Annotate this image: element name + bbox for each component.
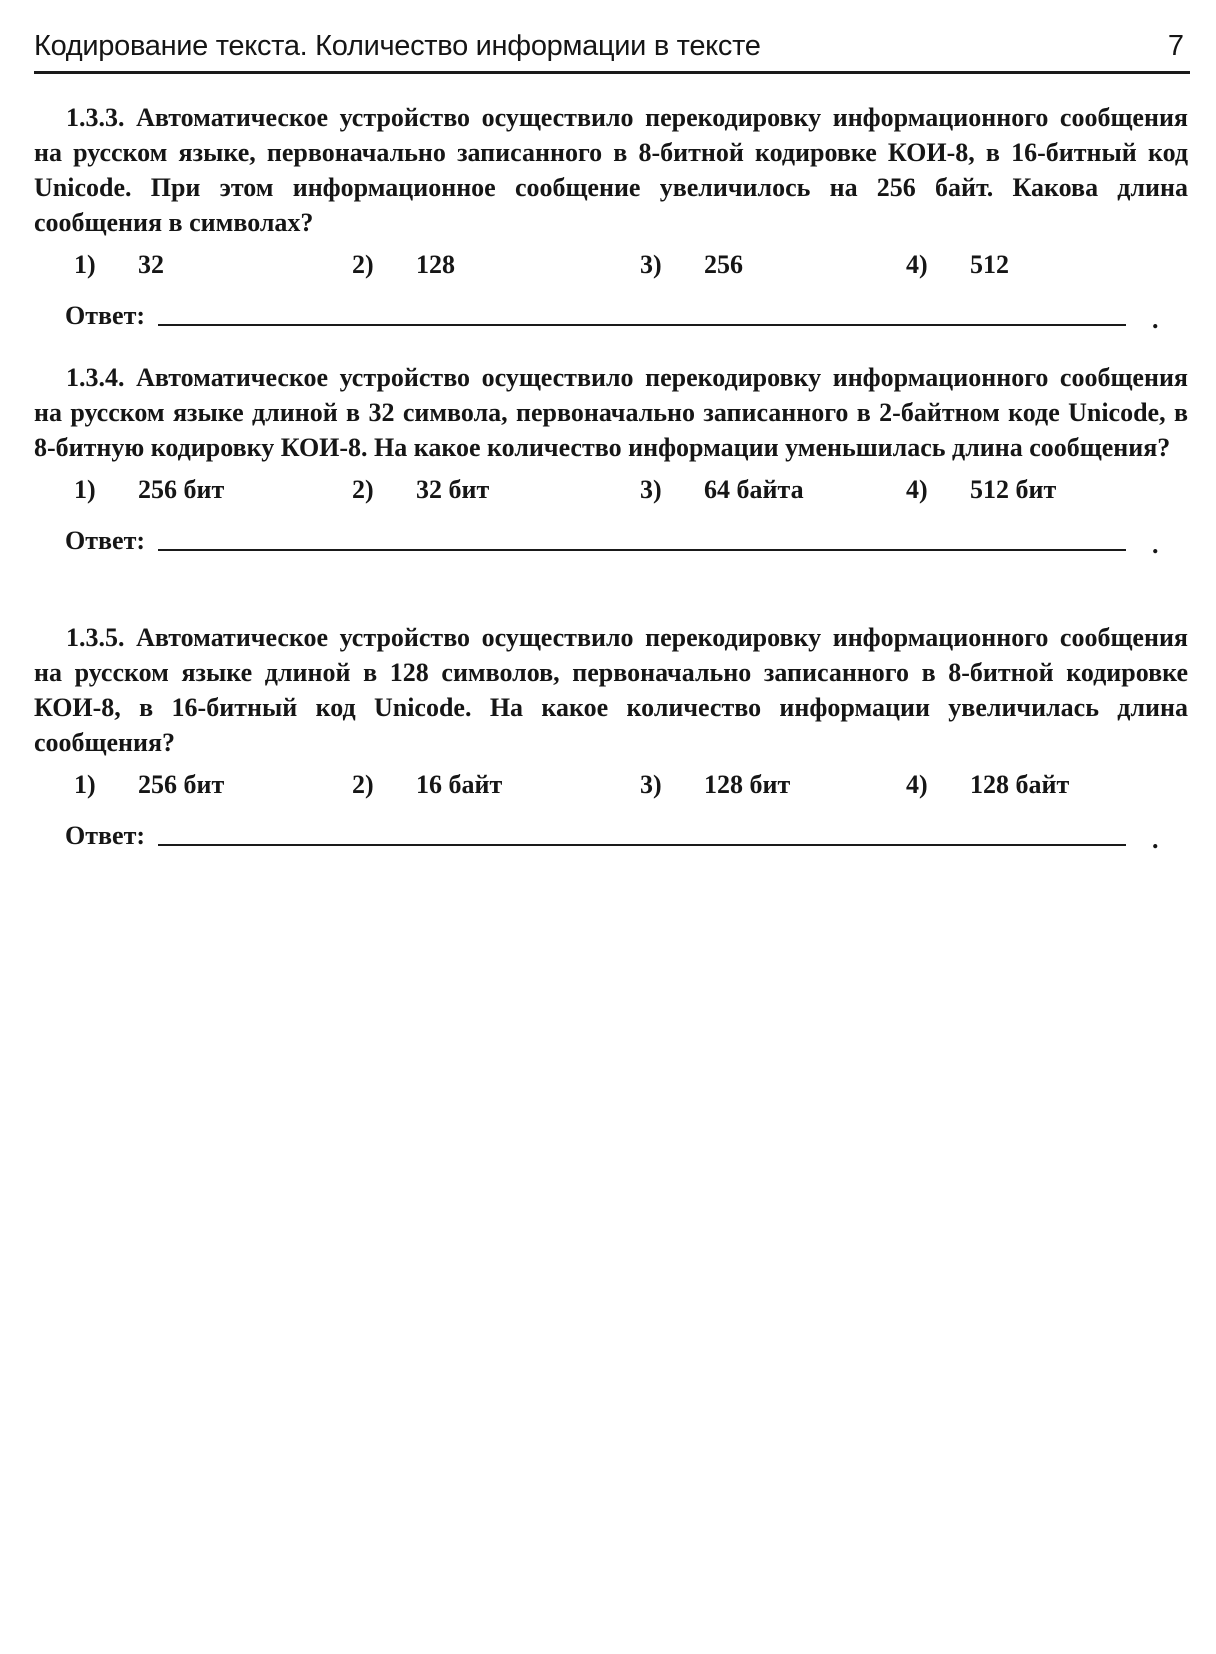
option-index: 3) bbox=[640, 250, 662, 279]
option-index: 2) bbox=[352, 250, 374, 279]
option-value: 256 бит bbox=[138, 770, 225, 799]
option-index: 1) bbox=[74, 770, 96, 799]
problem-number: 1.3.4. bbox=[66, 363, 125, 392]
problem-text: Автоматическое устройство осуществило перекодировку информационного сообщения на русском языке длиной в 32 символа, первоначально записанного в 2-байтном коде Unicode, в 8-битную кодировку КОИ-8. На какое количество информации уменьшилась длина сообщения? bbox=[34, 363, 1188, 462]
option-2 bbox=[352, 766, 502, 804]
answer-label: Ответ: bbox=[65, 301, 146, 330]
option-index: 2) bbox=[352, 475, 374, 504]
problem-number: 1.3.3. bbox=[66, 103, 125, 132]
answer-row bbox=[34, 294, 1188, 338]
option-4 bbox=[906, 471, 1056, 509]
option-3 bbox=[640, 471, 804, 509]
problem-text: Автоматическое устройство осуществило перекодировку информационного сообщения на русском языке длиной в 128 символов, первоначально записанного в 8-битной кодировке КОИ-8, в 16-битный код Unicode. На какое количество информации увеличилась длина сообщения? bbox=[34, 623, 1188, 757]
option-index: 1) bbox=[74, 475, 96, 504]
option-index: 3) bbox=[640, 475, 662, 504]
option-4 bbox=[906, 766, 1069, 804]
header-rule bbox=[34, 71, 1190, 74]
option-value: 32 bbox=[138, 250, 164, 279]
option-value: 128 байт bbox=[970, 770, 1070, 799]
answer-period: . bbox=[1152, 530, 1159, 559]
answer-label: Ответ: bbox=[65, 526, 146, 555]
option-1 bbox=[74, 246, 164, 284]
running-head bbox=[34, 24, 1184, 68]
problem-statement bbox=[34, 360, 1188, 465]
option-value: 16 байт bbox=[416, 770, 503, 799]
answer-line bbox=[158, 844, 1126, 846]
answer-line bbox=[158, 324, 1126, 326]
option-value: 128 бит bbox=[704, 770, 791, 799]
option-value: 64 байта bbox=[704, 475, 804, 504]
problem-statement bbox=[34, 100, 1188, 240]
problem-1-3-4 bbox=[34, 360, 1188, 563]
option-value: 128 bbox=[416, 250, 455, 279]
option-2 bbox=[352, 471, 489, 509]
option-3 bbox=[640, 246, 743, 284]
page-number: 7 bbox=[1167, 30, 1184, 62]
answer-label: Ответ: bbox=[65, 821, 146, 850]
answer-row bbox=[34, 519, 1188, 563]
answer-line bbox=[158, 549, 1126, 551]
option-index: 3) bbox=[640, 770, 662, 799]
problem-1-3-3 bbox=[34, 100, 1188, 338]
answer-options bbox=[34, 471, 1188, 509]
option-1 bbox=[74, 471, 224, 509]
option-value: 256 бит bbox=[138, 475, 225, 504]
option-value: 512 bbox=[970, 250, 1009, 279]
option-index: 4) bbox=[906, 250, 928, 279]
answer-options bbox=[34, 246, 1188, 284]
option-2 bbox=[352, 246, 455, 284]
problem-1-3-5 bbox=[34, 620, 1188, 858]
option-value: 512 бит bbox=[970, 475, 1057, 504]
problem-number: 1.3.5. bbox=[66, 623, 125, 652]
option-3 bbox=[640, 766, 790, 804]
option-value: 32 бит bbox=[416, 475, 490, 504]
answer-options bbox=[34, 766, 1188, 804]
problem-text: Автоматическое устройство осуществило перекодировку информационного сообщения на русском языке, первоначально записанного в 8-битной кодировке КОИ-8, в 16-битный код Unicode. При этом информационное сообщение увеличилось на 256 байт. Какова длина сообщения в символах? bbox=[34, 103, 1188, 237]
option-4 bbox=[906, 246, 1009, 284]
answer-row bbox=[34, 814, 1188, 858]
option-index: 4) bbox=[906, 770, 928, 799]
section-title: Кодирование текста. Количество информации в тексте bbox=[34, 30, 761, 62]
answer-period: . bbox=[1152, 825, 1159, 854]
option-index: 4) bbox=[906, 475, 928, 504]
option-index: 1) bbox=[74, 250, 96, 279]
problem-statement bbox=[34, 620, 1188, 760]
option-1 bbox=[74, 766, 224, 804]
answer-period: . bbox=[1152, 305, 1159, 334]
option-value: 256 bbox=[704, 250, 743, 279]
option-index: 2) bbox=[352, 770, 374, 799]
